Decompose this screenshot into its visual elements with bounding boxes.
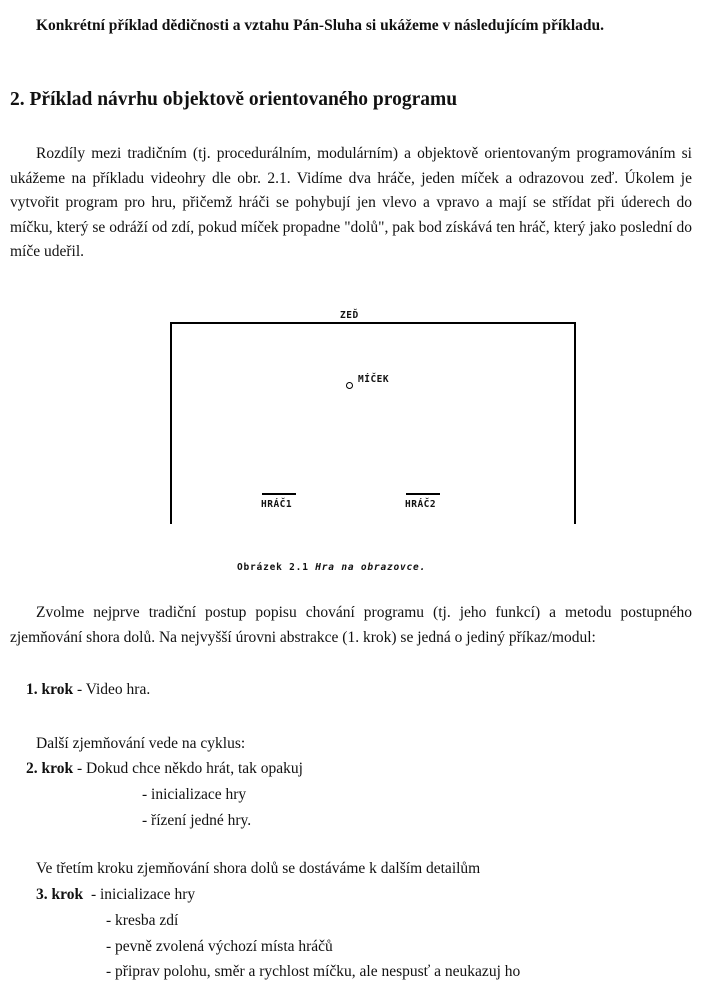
caption-text: Hra na obrazovce. xyxy=(315,562,427,573)
step1-label: 1. krok xyxy=(26,681,74,698)
paragraph-4: Ve třetím kroku zjemňování shora dolů se dostáváme k dalším detailům xyxy=(36,860,481,877)
paragraph-1: Rozdíly mezi tradičním (tj. procedurálním, modulárním) a objektově orientovaným programováním si ukážeme na příkladu videohry dle obr. 2.1. Vidíme dva hráče, jeden míček a odrazovou zeď. Úkolem je vytvořit program pro hru, přičemž hráči se pohybují jen vlevo a vpravo a mají se střídat při úderech do míčku, který se odráží od zdí, pokud míček propadne "dolů", pak bod získává ten hráč, který jako poslední do míče udeřil. xyxy=(10,145,692,260)
player2-paddle xyxy=(406,493,440,495)
step3-label: 3. krok xyxy=(36,886,84,903)
step2-text: - Dokud chce někdo hrát, tak opakuj xyxy=(76,760,303,777)
step3-item: - inicializace hry xyxy=(90,886,196,903)
step3-item: - kresba zdí xyxy=(106,912,179,929)
step2-subitem: - inicializace hry xyxy=(142,786,247,803)
step3-item: - připrav polohu, směr a rychlost míčku, ale nespusť a neukazuj ho xyxy=(106,963,521,980)
wall-label: ZEĎ xyxy=(340,310,359,321)
paragraph-3: Další zjemňování vede na cyklus: xyxy=(36,735,246,752)
figure-caption xyxy=(237,562,426,573)
step1-text: - Video hra. xyxy=(76,681,151,698)
player1-paddle xyxy=(262,493,296,495)
step2-subitem: - řízení jedné hry. xyxy=(142,812,252,829)
ball-label: MÍČEK xyxy=(358,374,390,385)
step2-line xyxy=(26,757,303,781)
ball-icon xyxy=(346,382,353,389)
step1-line xyxy=(26,678,150,702)
player1-label: HRÁČ1 xyxy=(261,499,293,510)
caption-prefix: Obrázek 2.1 xyxy=(237,562,309,573)
step2-label: 2. krok xyxy=(26,760,74,777)
step3-line xyxy=(36,883,195,907)
intro-paragraph: Konkrétní příklad dědičnosti a vztahu Pán-Sluha si ukážeme v následujícím příkladu. xyxy=(36,17,604,34)
player2-label: HRÁČ2 xyxy=(405,499,437,510)
wall-outline xyxy=(170,322,576,524)
step3-item: - pevně zvolená výchozí místa hráčů xyxy=(106,938,333,955)
section-heading: 2. Příklad návrhu objektově orientovaného programu xyxy=(10,89,458,110)
figure-game-screen xyxy=(170,310,578,516)
paragraph-2: Zvolme nejprve tradiční postup popisu chování programu (tj. jeho funkcí) a metodu postupného zjemňování shora dolů. Na nejvyšší úrovni abstrakce (1. krok) se jedná o jediný příkaz/modul: xyxy=(10,604,692,646)
